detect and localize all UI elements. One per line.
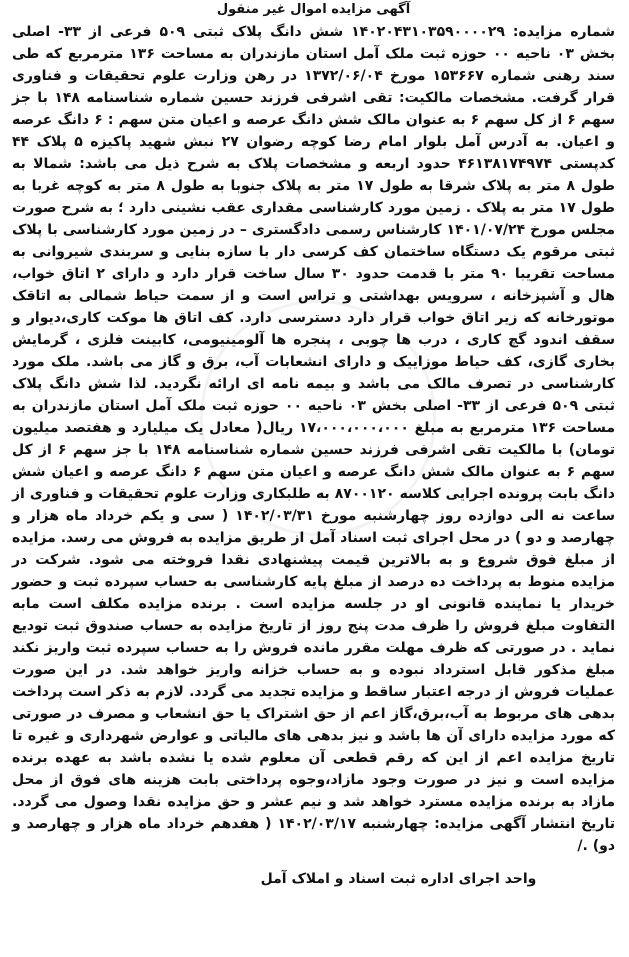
notice-title: آگهی مزایده اموال غیر منقول (216, 2, 411, 17)
notice-body: شماره مزایده: ۱۴۰۲۰۴۳۱۰۳۵۹۰۰۰۰۲۹ شش دانگ پلاک ثبتی ۵۰۹ فرعی از ۳۳- اصلی بخش ۰۳ ناحیه ۰۰ حوزه ثبت ملک آمل استان مازندران به مساحت ۱۳۶ مترمربع که طی سند رهنی شماره ۱۵۳۶۶۷ مورخ ۱۳۷۲/۰۶/۰۴ در رهن وزارت علوم تحقیقات و فناوری قرار گرفت. مشخصات مالکیت: تقی اشرفی فرزند حسین شماره شناسنامه ۱۴۸ با جز سهم ۶ از کل سهم ۶ به عنوان مالک شش دانگ عرصه و اعیان متن سهم : ۶ دانگ عرصه و اعیان. به آدرس آمل بلوار امام رضا کوچه رضوان ۲۷ نبش شهید پاکیزه ۵ پلاک ۴۴ کدپستی ۴۶۱۳۸۱۷۴۹۷۴ حدود اربعه و مشخصات پلاک به شرح ذیل می باشد: شمالا به طول ۸ متر به پلاک شرقا به طول ۱۷ متر به پلاک جنوبا به طول ۸ متر به کوچه غربا به طول ۱۷ متر به پلاک . زمین مورد کارشناسی مقداری عقب نشینی دارد ؛ به شرح صورت مجلس مورخ ۱۴۰۱/۰۷/۲۴ کارشناس رسمی دادگستری – در زمین مورد کارشناسی با پلاک ثبتی مرقوم یک دستگاه ساختمان کف کرسی دار با سازه بنایی و سربندی شیروانی به مساحت تقریبا ۹۰ متر با قدمت حدود ۳۰ سال ساخت قرار دارد و دارای ۲ اتاق خواب، هال و آشپزخانه ، سرویس بهداشتی و تراس است و از سمت حیاط شمالی به اتاقک موتورخانه که زیر اتاق خواب قرار دارد دسترسی دارد. کف اتاق ها موکت کاری،دیوار و سقف اندود گچ کاری ، درب ها چوبی ، پنجره ها آلومینیومی، کابینت فلزی ، گرمایش بخاری گازی، کف حیاط موزاییک و دارای انشعابات آب، برق و گاز می باشد. ملک مورد کارشناسی در تصرف مالک می باشد و بیمه نامه ای ارائه نگردید. لذا شش دانگ پلاک ثبتی ۵۰۹ فرعی از ۳۳- اصلی بخش ۰۳ ناحیه ۰۰ حوزه ثبت ملک آمل استان مازندران به مساحت ۱۳۶ مترمربع به مبلغ ۱۷،۰۰۰،۰۰۰،۰۰۰ ریال( معادل یک میلیارد و هفتصد میلیون تومان) با مالکیت تقی اشرفی فرزند حسین شماره شناسنامه ۱۴۸ با جز سهم ۶ از کل سهم ۶ به عنوان مالک شش دانگ عرصه و اعیان متن سهم ۶ دانگ عرصه و اعیان شش دانگ بابت پرونده اجرایی کلاسه ۸۷۰۰۱۲۰ به طلبکاری وزارت علوم تحقیقات و فناوری از ساعت نه الی دوازده روز چهارشنبه مورخ ۱۴۰۲/۰۳/۳۱ ( سی و یکم خرداد ماه هزار و چهارصد و دو ) در محل اجرای ثبت اسناد آمل از طریق مزایده به فروش می رسد. مزایده از مبلغ فوق شروع و به بالاترین قیمت پیشنهادی نقدا فروخته می شود. شرکت در مزایده منوط به پرداخت ده درصد از مبلغ پایه کارشناسی به حساب سپرده ثبت و حضور خریدار یا نماینده قانونی او در جلسه مزایده است . برنده مزایده مکلف است مابه التفاوت مبلغ فروش را ظرف مدت پنج روز از تاریخ مزایده به حساب صندوق ثبت تودیع نماید . در صورتی که ظرف مهلت مقرر مانده فروش را به حساب سپرده ثبت واریز نکند مبلغ مذکور قابل استرداد نبوده و به حساب خزانه واریز خواهد شد. در این صورت عملیات فروش از درجه اعتبار ساقط و مزایده تجدید می گردد. لازم به ذکر است پرداخت بدهی های مربوط به آب،برق،گاز اعم از حق اشتراک یا حق انشعاب و مصرف در صورتی که مورد مزایده دارای آن ها باشد و نیز بدهی های مالیاتی و عوارض شهرداری و غیره تا تاریخ مزایده اعم از این که رقم قطعی آن معلوم شده یا نشده باشد به عهده برنده مزایده است و نیز در صورت وجود مازاد،وجوه پرداختی بابت هزینه های فوق از محل مازاد به برنده مزایده مسترد خواهد شد و نیم عشر و حق مزایده نقدا وصول می گردد. تاریخ انتشار آگهی مزایده: چهارشنبه ۱۴۰۲/۰۳/۱۷ ( هفدهم خرداد ماه هزار و چهارصد و دو) ./ (12, 24, 616, 854)
notice-signature: واحد اجرای اداره ثبت اسناد و املاک آمل (260, 871, 537, 887)
